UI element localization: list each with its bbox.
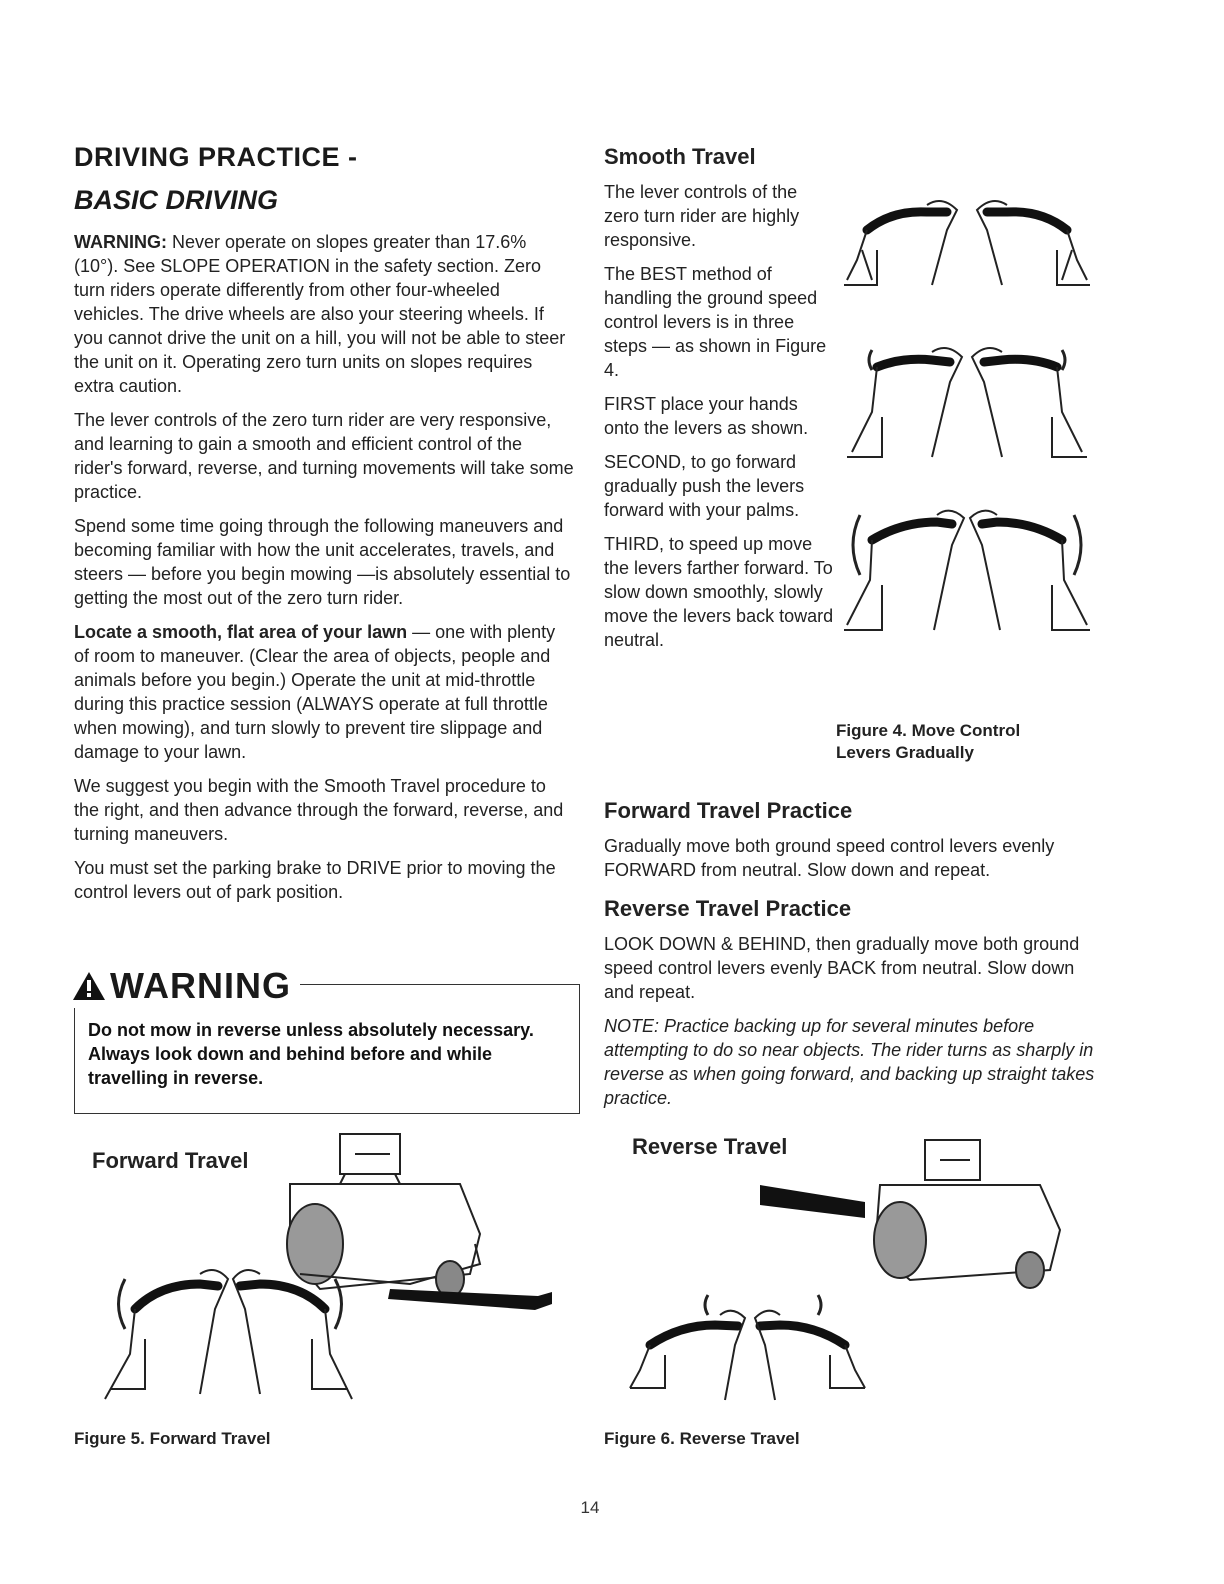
locate-area-paragraph — [74, 620, 574, 764]
reverse-practice-note: NOTE: Practice backing up for several minutes before attempting to do so near objects. The rider turns as sharply in reverse as when going forward, and backing up straight takes practice. — [604, 1016, 1095, 1108]
figure4-caption — [836, 720, 1076, 764]
forward-practice-text: Gradually move both ground speed control levers evenly FORWARD from neutral. Slow down and repeat. — [604, 836, 1055, 880]
reverse-practice-heading: Reverse Travel Practice — [604, 896, 852, 921]
figure4-farther-illustration — [832, 500, 1102, 650]
figure4-push-illustration — [832, 342, 1102, 482]
warning-header — [72, 964, 299, 1008]
forward-practice-heading: Forward Travel Practice — [604, 798, 853, 823]
slope-warning-text: Never operate on slopes greater than 17.6% (10°). See SLOPE OPERATION in the safety section. Zero turn riders operate differently from other four-wheeled vehicles. The drive wheels are also your steering wheels. If you cannot drive the unit on a hill, you will not be able to steer the unit on it. Operating zero turn units on slopes requires extra caution. — [74, 232, 566, 396]
warning-triangle-icon — [72, 970, 106, 1002]
smooth-travel-heading: Smooth Travel — [604, 144, 756, 169]
maneuvers-paragraph: Spend some time going through the following maneuvers and becoming familiar with how the unit accelerates, travels, and steers — before you begin mowing —is absolutely essential to getting the most out of the zero turn rider. — [74, 516, 571, 608]
slope-warning-paragraph — [74, 230, 574, 398]
figure4-caption-line1: Figure 4. Move Control — [836, 721, 1021, 740]
page-number: 14 — [580, 1498, 600, 1517]
locate-area-text: — one with plenty of room to maneuver. (Clear the area of objects, people and animals before you begin.) Operate the unit at mid-throttle during this practice session (ALWAYS operate at full throttle when mowing), and turn slowly to prevent tire slippage and damage to your lawn. — [74, 622, 556, 762]
figure4-neutral-illustration — [832, 190, 1102, 350]
lever-control-paragraph: The lever controls of the zero turn rider are very responsive, and learning to gain a smooth and efficient control of the rider's forward, reverse, and turning movements will take some practice. — [74, 410, 574, 502]
forward-levers-drawing — [105, 1270, 352, 1399]
figure6-illustration — [610, 1130, 1080, 1410]
reverse-arrow-icon — [760, 1185, 865, 1218]
warning-rule — [300, 984, 580, 985]
smooth-travel-step-intro: The lever controls of the zero turn rider are highly responsive. — [604, 182, 800, 250]
practice-section — [604, 798, 1104, 1120]
warning-text: Do not mow in reverse unless absolutely necessary. Always look down and behind before and while travelling in reverse. — [88, 1020, 534, 1088]
smooth-travel-third: THIRD, to speed up move the levers farther forward. To slow down smoothly, slowly move the levers back toward neutral. — [604, 534, 834, 650]
figure6-title: Reverse Travel — [632, 1134, 788, 1159]
smooth-travel-section — [604, 144, 834, 662]
parking-brake-paragraph: You must set the parking brake to DRIVE prior to moving the control levers out of park position. — [74, 858, 556, 902]
smooth-travel-best-method: The BEST method of handling the ground speed control levers is in three steps — as shown in Figure 4. — [604, 264, 827, 380]
figure6-caption: Figure 6. Reverse Travel — [604, 1429, 800, 1448]
page-subtitle: BASIC DRIVING — [74, 185, 279, 215]
mower-reverse-drawing — [874, 1140, 1060, 1288]
page-title: DRIVING PRACTICE - — [74, 142, 358, 172]
mower-forward-drawing — [287, 1134, 480, 1297]
forward-arrow-icon — [388, 1289, 552, 1310]
suggestion-paragraph: We suggest you begin with the Smooth Travel procedure to the right, and then advance through the forward, reverse, and turning maneuvers. — [74, 776, 564, 844]
smooth-travel-second: SECOND, to go forward gradually push the levers forward with your palms. — [604, 452, 805, 520]
warning-title: WARNING — [106, 965, 299, 1007]
reverse-levers-drawing — [630, 1295, 865, 1400]
warning-lead: WARNING: — [74, 232, 167, 252]
left-column — [74, 142, 574, 914]
figure4-caption-line2: Levers Gradually — [836, 743, 974, 762]
smooth-travel-first: FIRST place your hands onto the levers as shown. — [604, 394, 809, 438]
locate-area-lead: Locate a smooth, flat area of your lawn — [74, 622, 408, 642]
figure5-caption: Figure 5. Forward Travel — [74, 1429, 271, 1448]
reverse-practice-text: LOOK DOWN & BEHIND, then gradually move both ground speed control levers evenly BACK from neutral. Slow down and repeat. — [604, 934, 1080, 1002]
figure5-title: Forward Travel — [92, 1148, 249, 1173]
figure5-illustration — [90, 1124, 570, 1414]
